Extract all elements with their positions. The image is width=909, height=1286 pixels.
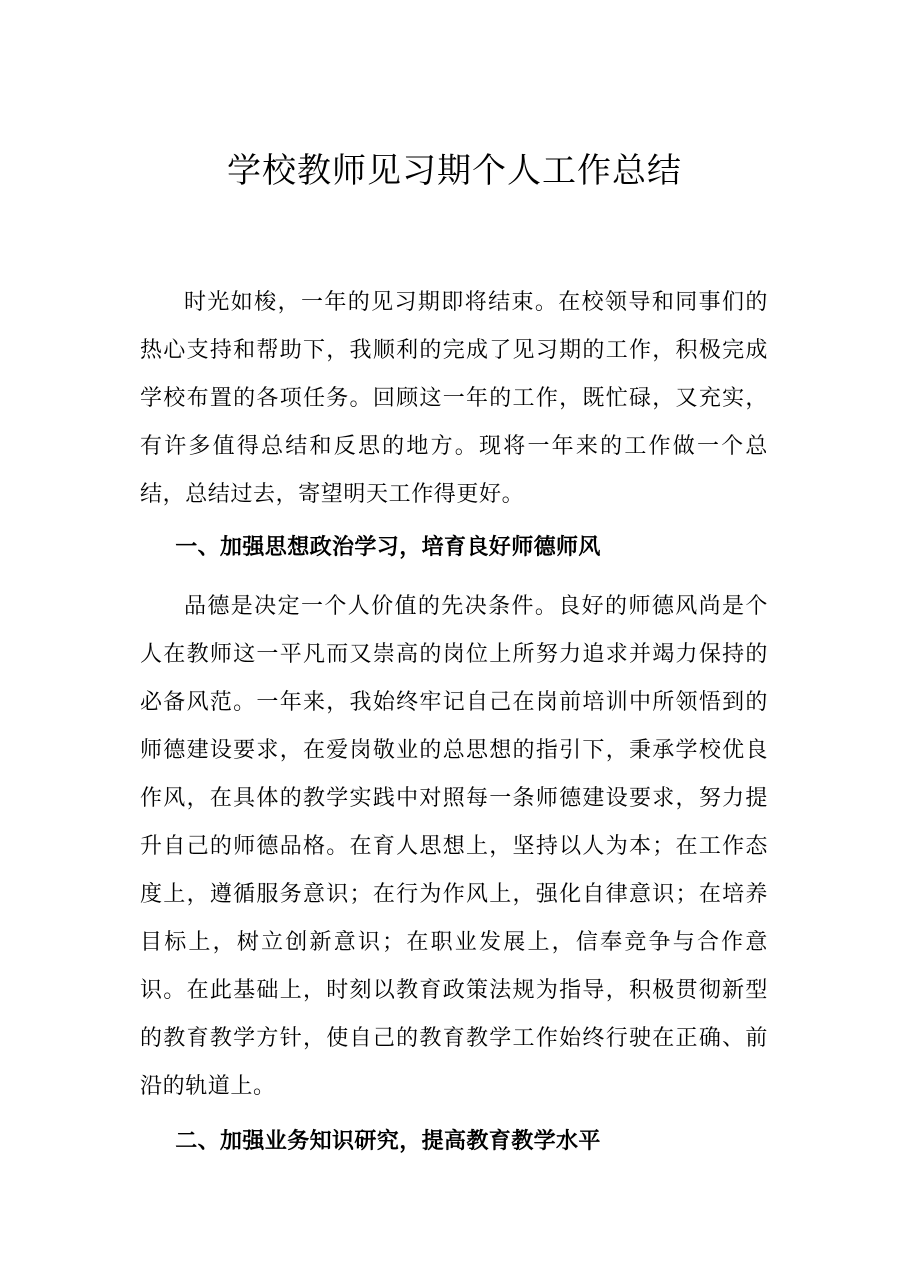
section-heading-1: 一、加强思想政治学习，培育良好师德师风 (175, 535, 601, 560)
paragraph-ethics: 品德是决定一个人价值的先决条件。良好的师德风尚是个人在教师这一平凡而又崇高的岗位上所努力追求并竭力保持的必备风范。一年来，我始终牢记自己在岗前培训中所领悟到的师德建设要求，在爱岗敬业的总思想的指引下，秉承学校优良作风，在具体的教学实践中对照每一条师德建设要求，努力提升自己的师德品格。在育人思想上，坚持以人为本；在工作态度上，遵循服务意识；在行为作风上，强化自律意识；在培养目标上，树立创新意识；在职业发展上，信奉竞争与合作意识。在此基础上，时刻以教育政策法规为指导，积极贯彻新型的教育教学方针，使自己的教育教学工作始终行驶在正确、前沿的轨道上。 (140, 594, 768, 1099)
paragraph-intro: 时光如梭，一年的见习期即将结束。在校领导和同事们的热心支持和帮助下，我顺利的完成了见习期的工作，积极完成学校布置的各项任务。回顾这一年的工作，既忙碌，又充实，有许多值得总结和反思的地方。现将一年来的工作做一个总结，总结过去，寄望明天工作得更好。 (140, 290, 768, 507)
document-title: 学校教师见习期个人工作总结 (227, 151, 682, 191)
section-heading-2: 二、加强业务知识研究，提高教育教学水平 (175, 1129, 601, 1154)
